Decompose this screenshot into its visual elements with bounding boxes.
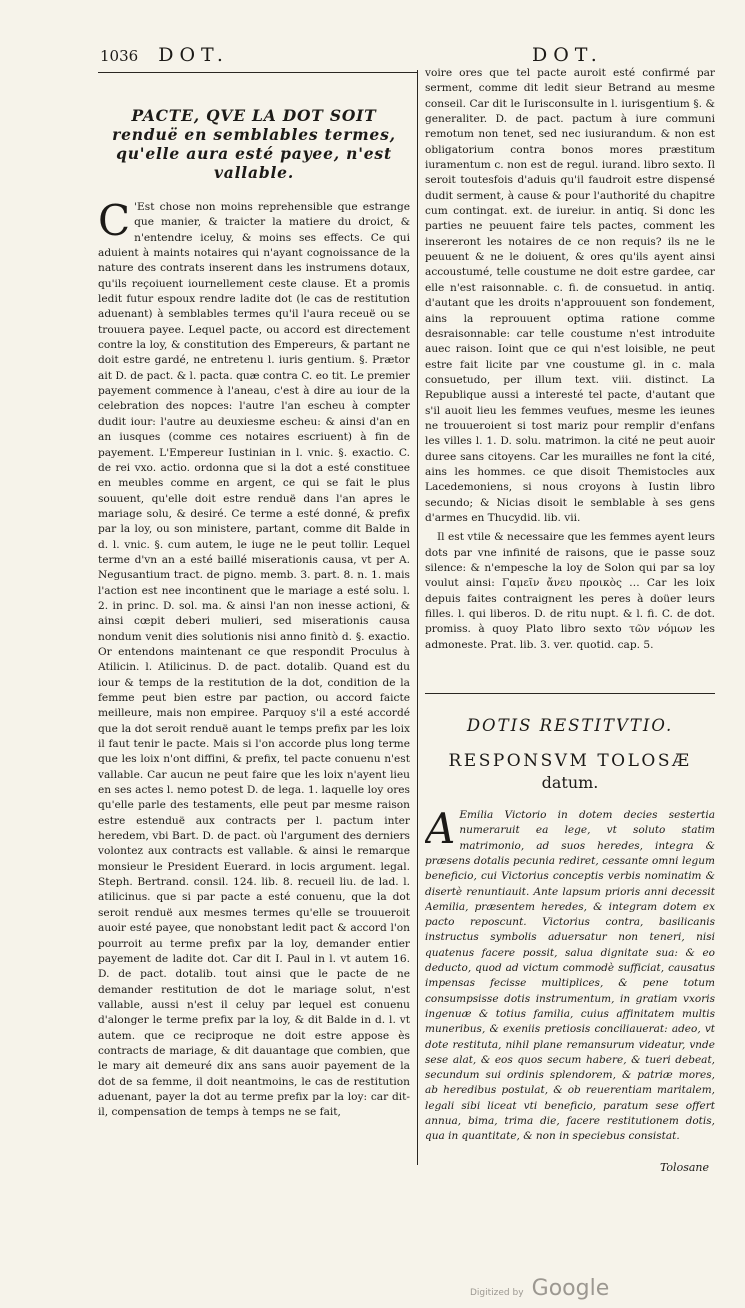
left-paragraph: [98, 196, 410, 1121]
left-column: [98, 80, 410, 1170]
section-rule: [425, 693, 715, 694]
page-number: 1036: [100, 47, 139, 65]
section-title-pacte: PACTE, QVE LA DOT SOIT renduë en semblables termes, qu'elle aura esté payee, n'est vallable.: [112, 106, 396, 182]
digitized-watermark: [470, 1276, 609, 1301]
dropcap-a: A: [425, 804, 456, 854]
responsum-subtitle: datum.: [541, 773, 599, 793]
left-paragraph-text: 'Est chose non moins reprehensible que estrange que manier, & traicter la matiere du droict, & n'entendre iceluy, & moins ses effects. Ce qui aduient à maints notaires qui n'ayant cognoissance de la nature des contrats inserent dans les instrumens dotaux, qu'ils reçoiuent iournellement ceste clause. Et a promis ledit futur espoux rendre ladite dot (le cas de restitution aduenant) à semblables termes qu'il l'aura receuë ou se trouuera payee. Lequel pacte, ou accord est directement contre la loy, & constitution des Empereurs, & partant ne doit estre gardé, ne entretenu l. iuris gentium. §. Prætor ait D. de pact. & l. pacta. quæ contra C. eo tit. Le premier payement commence à l'aneau, c'est à dire au iour de la celebration des nopces: l'autre l'an escheu à compter dudit iour: l'autre au deuxiesme escheu: & ainsi d'an en an iusques (comme ces notaires escriuent) à fin de payement. L'Empereur Iustinian in l. vnic. §. exactio. C. de rei vxo. actio. ordonna que si la dot a esté constituee en meubles comme en argent, ce qui se fait le plus souuent, qu'elle doit estre renduë dans l'an apres le mariage solu, & desiré. Ce terme a esté donné, & prefix par la loy, ou son ministere, partant, comme dit Balde in d. l. vnic. §. cum autem, le iuge ne le peut tollir. Lequel terme d'vn an a esté baillé miserationis causa, vt per A. Negusantium tract. de pigno. memb. 3. part. 8. n. 1. mais l'action est nee incontinent que le mariage a esté solu. l. 2. in princ. D. sol. ma. & ainsi l'an non inesse actioni, & ainsi cœpit deberi mulieri, sed miserationis causa nondum venit dies solutionis nisi anno finitò d. §. exactio. Or entendons maintenant ce que respondit Proculus à Atilicin. l. Atilicinus. D. de pact. dotalib. Quand est du iour & temps de la restitution de la dot, condition de la femme peut bien estre par paction, ou accord faicte meilleure, mais non empiree. Parquoy s'il a esté accordé que la dot seroit renduë auant le temps prefix par les loix il faut tenir le pacte. Mais si l'on accorde plus long terme que les loix n'ont diffini, & prefix, tel pacte conuenu n'est vallable. Car aucun ne peut faire que les loix n'ayent lieu en ses actes l. nemo potest D. de lega. 1. laquelle loy ores qu'elle parle des testaments, elle peut par mesme raison estre estenduë aux contracts per l. pactum inter heredem, vbi Bart. D. de pact. où l'argument des derniers volontez aux contracts est vallable. & ainsi le remarque monsieur le President Euerard. in locis argument. legal. Steph. Bertrand. consil. 124. lib. 8. recueil liu. de lad. l. atilicinus. que si par pacte a esté conuenu, que la dot seroit renduë aux mesmes termes qu'elle se trouueroit auoir esté payee, que nonobstant ledit pact & accord l'on pourroit au terme prefix par la loy, demander entier payement de ladite dot. Car dit I. Paul in l. vt autem 16. D. de pact. dotalib. tout ainsi que le pacte de ne demander restitution de dot le mariage solut, n'est vallable, aussi n'est il celuy par lequel est conuenu d'alonger le terme prefix par la loy, & dit Balde in d. l. vt autem. que ce reciproque ne doit estre appose ès contracts de mariage, & dit dauantage que combien, que le mary ait demeuré dix ans sans auoir payement de la dot de sa femme, il doit neantmoins, le cas de restitution aduenant, payer la dot au terme prefix par la loy: car dit-il, compensation de temps à temps ne se fait,: [98, 201, 410, 1119]
latin-responsum: [425, 804, 715, 1145]
running-head-left: [100, 44, 229, 66]
google-logo: Google: [531, 1276, 610, 1301]
header-rule: [98, 72, 418, 73]
section-title-dotis: DOTIS RESTITVTIO.: [466, 716, 674, 736]
watermark-prefix: Digitized by: [470, 1288, 524, 1298]
catchword: Tolosane: [659, 1160, 709, 1174]
running-title-left: DOT.: [158, 44, 229, 66]
dropcap-c: C: [98, 196, 131, 245]
right-paragraph-1: voire ores que tel pacte auroit esté confirmé par serment, comme dit ledit sieur Betrand au mesme conseil. Car dit le Iurisconsulte in l. iurisgentium §. & generaliter. D. de pact. pactum à iure communi remotum non tenet, sed nec iusiurandum. & non est obligatorium contra bonos mores præstitum iuramentum c. non est de regul. iurand. libro sexto. Il seroit toutesfois d'aduis qu'il faudroit estre dispensé dudit serment, à cause & pour l'authorité du chapitre cum contingat. ext. de iureiur. in antiq. Si donc les parties ne peuuent faire tels pactes, comment les insereront les notaires de ce non requis? ils ne le peuuent & ne le doiuent, & ores qu'ils ayent ainsi accoustumé, telle coustume ne doit estre gardee, car elle n'est raisonnable. c. fi. de consuetud. in antiq. d'autant que les droits n'approuuent son fondement, ains la reprouuent optima ratione comme desraisonnable: car telle coustume n'est introduite auec raison. Ioint que ce qui n'est loisible, ne peut estre fait licite par vne coustume gl. in c. mala consuetudo, per illum text. viii. distinct. La Republique aussi a interesté tel pacte, d'autant que s'il auoit lieu les femmes veufues, mesme les ieunes ne trouueroient si tost mariz pour remplir d'enfans les villes l. 1. D. solu. matrimon. la cité ne peut auoir duree sans citoyens. Car les murailles ne font la cité, ains les hommes. ce que disoit Themistocles aux Lacedemoniens, si nous croyons à Iustin libro secundo; & Nicias disoit le semblable à ses gens d'armes en Thucydid. lib. vii.: [425, 67, 715, 524]
latin-responsum-text: Emilia Victorio in dotem decies sestertia numeraruit ea lege, vt soluto statim matrimonio, ad suos heredes, integra & præsens dotalis pecunia rediret, cessante omni legum beneficio, cui Victorius conceptis verbis nominatim & disertè renuntiauit. Ante lapsum prioris anni decessit Aemilia, præsentem heredes, & integram dotem ex pacto reposcunt. Victorius contra, basilicanis instructus symbolis aduersatur non teneri, nisi quatenus facere possit, salua dignitate sua: & eo deducto, quod ad victum commodè sufficiat, causatus impensas fecisse multiplices, & pene totum consumpsisse dotis instrumentum, in gratiam vxoris ingenuæ & totius familia, cuius affinitatem multis muneribus, & exeniis pretiosis conciliauerat: adeo, vt dote restituta, nihil plane remansurum videatur, vnde sese alat, & eos quos secum habere, & tueri debeat, secundum sui ordinis splendorem, & patriæ mores, ab heredibus postulat, & ob reuerentiam maritalem, legali sibi liceat vti beneficio, paratum sese offert annua, bima, trima die, facere restitutionem dotis, qua in quantitate, & non in speciebus consistat.: [425, 809, 715, 1143]
column-divider: [417, 70, 418, 1165]
right-paragraph-2: Il est vtile & necessaire que les femmes ayent leurs dots par vne infinité de raisons, que ie passe souz silence: & n'empesche la loy de Solon qui par sa loy voulut ainsi: Γαμεῖν ἄνευ προικὸς … Car les loix depuis faites contraignent les peres à doüer leurs filles. l. qui liberos. D. de ritu nupt. & l. fi. C. de dot. promiss. à quoy Plato libro sexto τῶν νόμων les admoneste. Prat. lib. 3. ver. quotid. cap. 5.: [425, 531, 715, 651]
responsum-title: RESPONSVM TOLOSÆ: [448, 751, 692, 772]
right-column: [425, 66, 715, 1246]
running-title-right: DOT.: [532, 44, 603, 66]
